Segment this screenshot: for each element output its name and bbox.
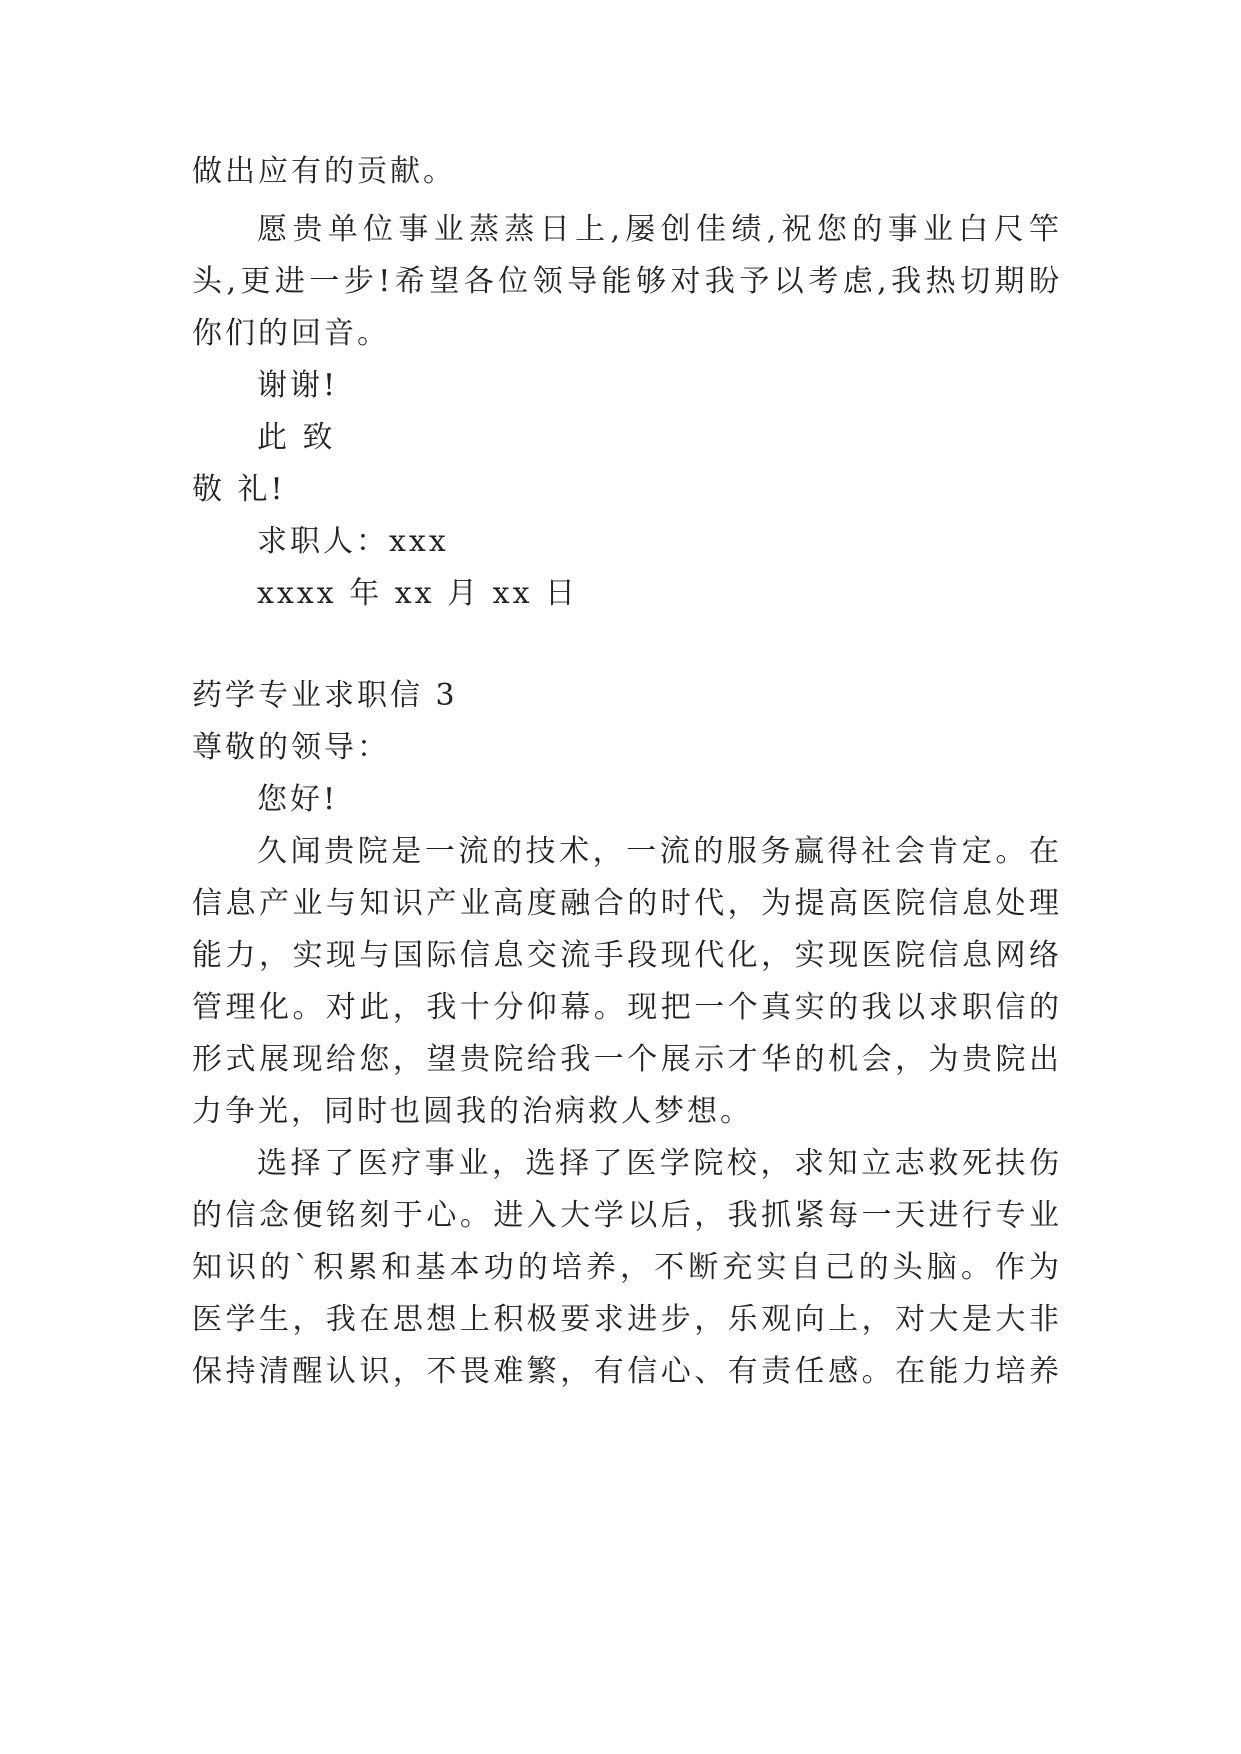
paragraph-line: 保持清醒认识，不畏难繁，有信心、有责任感。在能力培养	[192, 1354, 1062, 1389]
paragraph-line: 选择了医疗事业，选择了医学院校，求知立志救死扶伤	[257, 1146, 1062, 1181]
paragraph-line: 管理化。对此，我十分仰幕。现把一个真实的我以求职信的	[192, 990, 1062, 1025]
paragraph-line: 久闻贵院是一流的技术，一流的服务赢得社会肯定。在	[257, 834, 1062, 869]
paragraph-line: 医学生，我在思想上积极要求进步，乐观向上，对大是大非	[192, 1302, 1062, 1337]
paragraph-line: 知识的`积累和基本功的培养，不断充实自己的头脑。作为	[192, 1250, 1062, 1285]
paragraph-line: 的信念便铭刻于心。进入大学以后，我抓紧每一天进行专业	[192, 1198, 1062, 1233]
greeting: 您好!	[257, 782, 339, 817]
paragraph-line: 能力，实现与国际信息交流手段现代化，实现医院信息网络	[192, 938, 1062, 973]
paragraph-line: 你们的回音。	[192, 316, 390, 351]
section-title: 药学专业求职信 3	[192, 678, 458, 713]
closing-line: 此 致	[257, 420, 336, 455]
closing-line: 谢谢!	[257, 368, 339, 403]
paragraph-line: 做出应有的贡献。	[192, 154, 456, 189]
signature-line: 求职人：xxx	[257, 524, 449, 559]
paragraph-line: 形式展现给您，望贵院给我一个展示才华的机会，为贵院出	[192, 1042, 1062, 1077]
paragraph-line: 信息产业与知识产业高度融合的时代，为提高医院信息处理	[192, 886, 1062, 921]
paragraph-line: 头,更进一步!希望各位领导能够对我予以考虑,我热切期盼	[192, 264, 1062, 299]
salutation: 尊敬的领导：	[192, 730, 390, 765]
paragraph-line: 力争光，同时也圆我的治病救人梦想。	[192, 1094, 753, 1129]
date-line: xxxx 年 xx 月 xx 日	[257, 576, 579, 611]
closing-line: 敬 礼!	[192, 472, 286, 507]
paragraph-line: 愿贵单位事业蒸蒸日上,屡创佳绩,祝您的事业白尺竿	[257, 212, 1062, 247]
